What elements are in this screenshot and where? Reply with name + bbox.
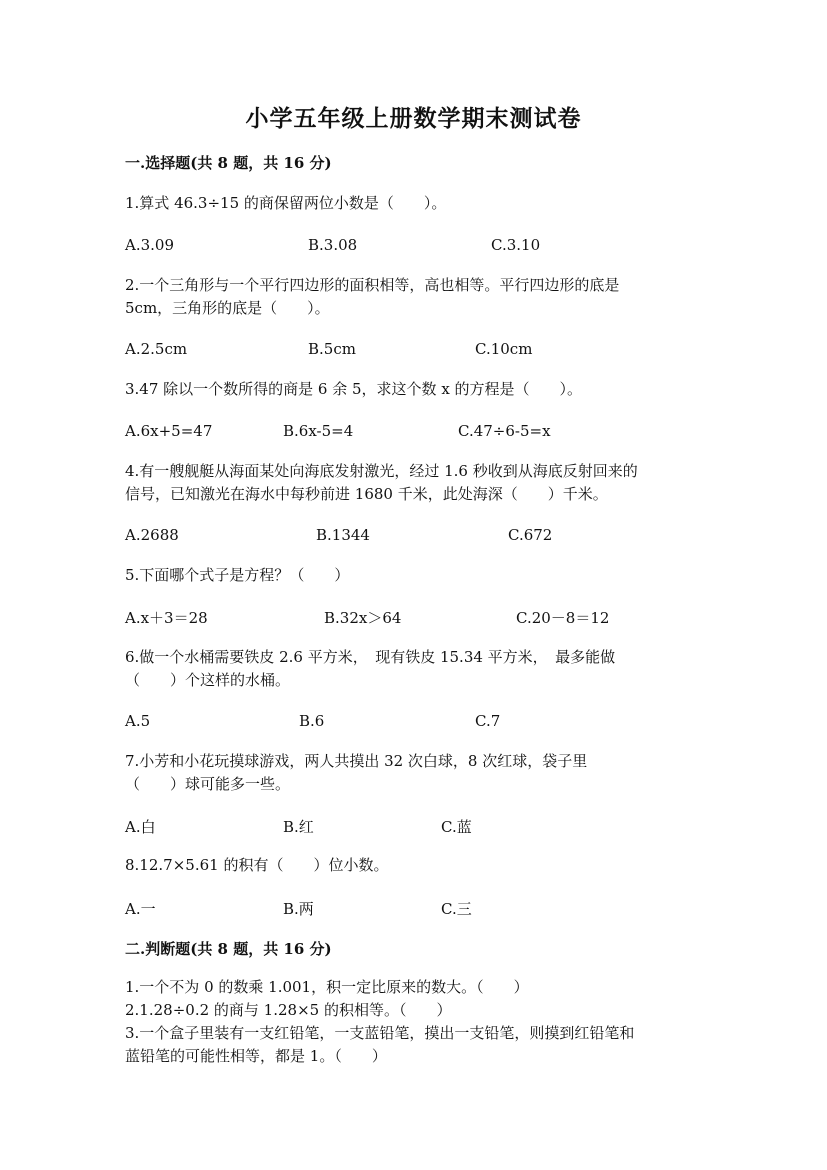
option-b: B.32x＞64	[324, 609, 402, 627]
option-c: C.7	[475, 712, 501, 730]
question-line: 1.算式 46.3÷15 的商保留两位小数是（ ）。	[125, 194, 447, 212]
option-c: C.20－8＝12	[516, 609, 610, 627]
question-line: 3.一个盒子里装有一支红铅笔，一支蓝铅笔，摸出一支铅笔，则摸到红铅笔和	[125, 1024, 635, 1042]
option-b: B.5cm	[308, 340, 356, 358]
question-line: 3.47 除以一个数所得的商是 6 余 5，求这个数 x 的方程是（ ）。	[125, 380, 583, 398]
question-5	[125, 564, 705, 587]
option-b: B.两	[283, 900, 314, 918]
option-a: A.5	[125, 712, 151, 730]
judge-question-3	[125, 1022, 705, 1068]
question-6	[125, 646, 705, 692]
question-line: 2.一个三角形与一个平行四边形的面积相等，高也相等。平行四边形的底是	[125, 276, 620, 294]
question-line: （ ）球可能多一些。	[125, 775, 291, 793]
option-a: A.x＋3＝28	[125, 609, 208, 627]
option-b: B.6	[299, 712, 325, 730]
option-a: A.2.5cm	[125, 340, 188, 358]
question-line: 信号，已知激光在海水中每秒前进 1680 千米，此处海深（ ）千米。	[125, 485, 608, 503]
question-line: 6.做一个水桶需要铁皮 2.6 平方米， 现有铁皮 15.34 平方米， 最多能做	[125, 648, 616, 666]
question-line: 5cm，三角形的底是（ ）。	[125, 299, 330, 317]
option-b: B.1344	[316, 526, 370, 544]
question-line: 2.1.28÷0.2 的商与 1.28×5 的积相等。（ ）	[125, 1001, 452, 1019]
question-line: （ ）个这样的水桶。	[125, 671, 291, 689]
option-a: A.一	[125, 900, 156, 918]
question-2	[125, 274, 705, 320]
option-a: A.6x+5=47	[125, 422, 213, 440]
question-8	[125, 854, 705, 877]
option-c: C.672	[508, 526, 553, 544]
option-c: C.10cm	[475, 340, 533, 358]
option-c: C.47÷6-5=x	[458, 422, 551, 440]
option-a: A.白	[125, 818, 156, 836]
question-line: 7.小芳和小花玩摸球游戏，两人共摸出 32 次白球，8 次红球，袋子里	[125, 752, 588, 770]
option-c: C.蓝	[441, 818, 472, 836]
question-1	[125, 192, 705, 215]
option-c: C.三	[441, 900, 472, 918]
question-line: 4.有一艘舰艇从海面某处向海底发射激光，经过 1.6 秒收到从海底反射回来的	[125, 462, 638, 480]
section-heading: 二.判断题(共 8 题，共 16 分)	[125, 940, 332, 958]
question-4	[125, 460, 705, 506]
judge-question-2	[125, 999, 705, 1022]
question-3	[125, 378, 705, 401]
question-line: 蓝铅笔的可能性相等，都是 1。（ ）	[125, 1047, 387, 1065]
question-line: 1.一个不为 0 的数乘 1.001，积一定比原来的数大。（ ）	[125, 978, 529, 996]
question-line: 8.12.7×5.61 的积有（ ）位小数。	[125, 856, 389, 874]
question-7	[125, 750, 705, 796]
judge-question-1	[125, 976, 705, 999]
option-b: B.红	[283, 818, 314, 836]
option-c: C.3.10	[491, 236, 541, 254]
option-b: B.3.08	[308, 236, 358, 254]
option-b: B.6x-5=4	[283, 422, 354, 440]
section-heading: 一.选择题(共 8 题，共 16 分)	[125, 154, 332, 172]
option-a: A.2688	[125, 526, 179, 544]
question-line: 5.下面哪个式子是方程？（ ）	[125, 566, 350, 584]
page-title: 小学五年级上册数学期末测试卷	[245, 105, 582, 132]
option-a: A.3.09	[125, 236, 174, 254]
